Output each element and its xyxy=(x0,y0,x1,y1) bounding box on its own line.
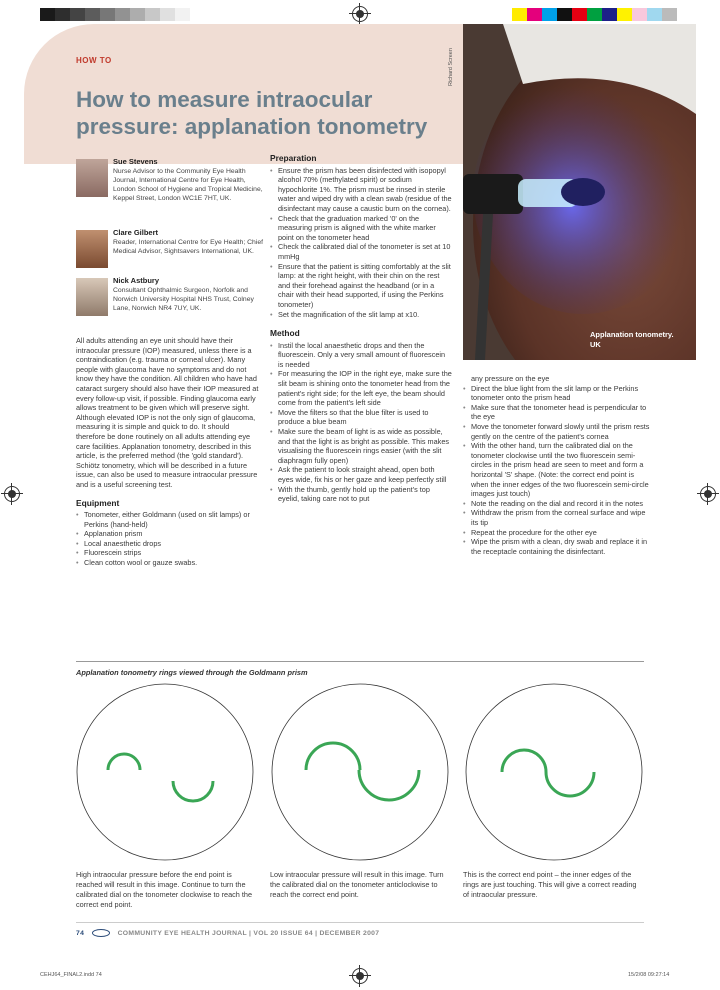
ring-caption-high: High intraocular pressure before the end point is reached will result in this image. Continue to turn the calibrated dial on the tonometer clockwise to reach the correct end point. xyxy=(76,870,253,909)
section-kicker: HOW TO xyxy=(76,56,112,65)
author-clare-gilbert xyxy=(76,228,266,270)
list-item: • Make sure that the tonometer head is perpendicular to the eye xyxy=(463,403,653,422)
list-item: • Check the calibrated dial of the tonometer is set at 10 mmHg xyxy=(270,242,452,261)
list-item: • Note the reading on the dial and record it in the notes xyxy=(463,499,653,509)
preparation-heading: Preparation xyxy=(270,153,317,163)
list-item: • Direct the blue light from the slit lamp or the Perkins tonometer onto the prism head xyxy=(463,384,653,403)
ring-low-pressure xyxy=(272,684,448,860)
column-middle xyxy=(270,154,452,504)
author-sue-stevens xyxy=(76,157,266,217)
date-slug: 15/2/08 09:27:14 xyxy=(628,972,670,978)
equipment-heading: Equipment xyxy=(76,497,120,508)
ring-caption-low: Low intraocular pressure will result in this image. Turn the calibrated dial on the tonometer anticlockwise to reach the correct end point. xyxy=(270,870,444,899)
equipment-list xyxy=(76,510,260,568)
column-right xyxy=(463,374,653,556)
page-footer xyxy=(76,929,379,937)
method-list-continued xyxy=(463,384,653,557)
list-item: • With the other hand, turn the calibrated dial on the tonometer clockwise until the two fluorescein semi-circles in the prism head are seen to meet and form a horizontal 'S' shape. (Note: the correct end point is when the inner edges of the two fluorescein semi-circle images just touch) xyxy=(463,441,653,499)
list-item: • Set the magnification of the slit lamp at x10. xyxy=(270,310,452,320)
registration-mark-left xyxy=(4,486,20,502)
eye-logo-icon xyxy=(92,929,110,937)
footer-divider xyxy=(76,922,644,923)
author-role: Nurse Advisor to the Community Eye Health Journal, International Centre for Eye Health, London School of Hygiene and Tropical Medicine, Keppel Street, London WC1E 7HT, UK. xyxy=(113,168,263,202)
method-list xyxy=(270,341,452,504)
grayscale-bar xyxy=(40,8,190,21)
registration-mark-right xyxy=(700,486,716,502)
file-slug: CEHJ64_FINAL2.indd 74 xyxy=(40,972,102,978)
ring-correct-end-point xyxy=(466,684,642,860)
author-name: Clare Gilbert xyxy=(113,228,159,237)
figure-divider xyxy=(76,661,644,662)
journal-info: COMMUNITY EYE HEALTH JOURNAL | VOL 20 ISSUE 64 | DECEMBER 2007 xyxy=(117,929,380,937)
photo-caption: Applanation tonometry. UK xyxy=(590,330,674,349)
list-item: • Ensure that the patient is sitting comfortably at the slit lamp: at the right height, with their chin on the rest and their forehead against the headband (or in a chair with their head supported, if using the Perkins tonometer) xyxy=(270,262,452,310)
author-role: Consultant Ophthalmic Surgeon, Norfolk and Norwich University Hospital NHS Trust, Colney Lane, Norwich NR4 7UY, UK. xyxy=(113,287,254,312)
figure-title: Applanation tonometry rings viewed through the Goldmann prism xyxy=(76,668,308,677)
photo-illustration xyxy=(463,24,696,360)
photo-applanation xyxy=(463,24,696,360)
avatar xyxy=(76,159,108,197)
page-number: 74 xyxy=(76,929,85,937)
list-item: • Repeat the procedure for the other eye xyxy=(463,528,653,538)
method-heading: Method xyxy=(270,328,300,339)
ring-high-pressure xyxy=(77,684,253,860)
list-item: • Move the tonometer forward slowly until the prism rests gently on the centre of the patient's cornea xyxy=(463,422,653,441)
list-item: • Check that the graduation marked '0' on the measuring prism is aligned with the white marker point on the tonometer head xyxy=(270,214,452,243)
list-item: • Applanation prism xyxy=(76,529,260,539)
list-item: • Local anaesthetic drops xyxy=(76,539,260,549)
list-item: • Make sure the beam of light is as wide as possible, and that the light is as bright as possible. This makes visualising the fluorescein rings easier (with the slit diaphragm fully open) xyxy=(270,427,452,465)
intro-paragraph: All adults attending an eye unit should have their intraocular pressure (IOP) measured, unless there is a contraindication (e.g. trauma or corneal ulcer). Many people with glaucoma have no symptoms and do not know they have the condition. All children who have had cataract surgery should also have their IOP measured at every follow-up visit, if possible. Finding glaucoma early allows treatment to be given which will preserve sight. Although elevated IOP is not the only sign of glaucoma, measuring it is simple and quick to do. It should therefore be done routinely on all adults attending eye care facilities. Applanation tonometry, described in this article, is the preferred method (the 'gold standard'). Schiötz tonometry, which will be described in a future issue, can also be used to measure intraocular pressure and is a useful screening test. xyxy=(76,336,259,489)
list-item: • Ask the patient to look straight ahead, open both eyes wide, fix his or her gaze and keep perfectly still xyxy=(270,465,452,484)
photo-credit: Richard Screen xyxy=(448,48,454,86)
avatar xyxy=(76,278,108,316)
registration-mark-top xyxy=(352,6,368,22)
avatar xyxy=(76,230,108,268)
list-item: • Fluorescein strips xyxy=(76,548,260,558)
preparation-list xyxy=(270,166,452,320)
column-left xyxy=(76,336,260,568)
rings-figure xyxy=(70,680,660,865)
list-item: • With the thumb, gently hold up the patient's top eyelid, taking care not to put xyxy=(270,485,452,504)
color-bar xyxy=(512,8,677,21)
ring-caption-correct: This is the correct end point – the inner edges of the rings are just touching. This will give a correct reading of intraocular pressure. xyxy=(463,870,637,899)
list-item: • For measuring the IOP in the right eye, make sure the slit beam is shining onto the tonometer head from the patient's right side; for the left eye, the beam should come from the patient's left side xyxy=(270,369,452,407)
author-role: Reader, International Centre for Eye Health; Chief Medical Advisor, Sightsavers International, UK. xyxy=(113,239,263,255)
list-item: • Move the filters so that the blue filter is used to produce a blue beam xyxy=(270,408,452,427)
author-name: Nick Astbury xyxy=(113,276,159,285)
author-name: Sue Stevens xyxy=(113,157,158,166)
list-item: • Clean cotton wool or gauze swabs. xyxy=(76,558,260,568)
list-item: • Instil the local anaesthetic drops and then the fluorescein. Only a very small amount of fluorescein is needed xyxy=(270,341,452,370)
list-item: • Withdraw the prism from the corneal surface and wipe its tip xyxy=(463,508,653,527)
article-title: How to measure intraocular pressure: applanation tonometry xyxy=(76,87,428,139)
method-continued-text: any pressure on the eye xyxy=(471,374,550,383)
list-item: • Tonometer, either Goldmann (used on slit lamps) or Perkins (hand-held) xyxy=(76,510,260,529)
author-nick-astbury xyxy=(76,276,266,328)
list-item: • Wipe the prism with a clean, dry swab and replace it in the receptacle containing the disinfectant. xyxy=(463,537,653,556)
registration-mark-bottom xyxy=(352,968,368,984)
list-item: • Ensure the prism has been disinfected with isopopyl alcohol 70% (methylated spirit) or sodium hypochlorite 1%. The prism must be rinsed in sterile water and wiped dry with a clean swab (residue of the disinfectant may cause a caustic burn on the cornea). xyxy=(270,166,452,214)
